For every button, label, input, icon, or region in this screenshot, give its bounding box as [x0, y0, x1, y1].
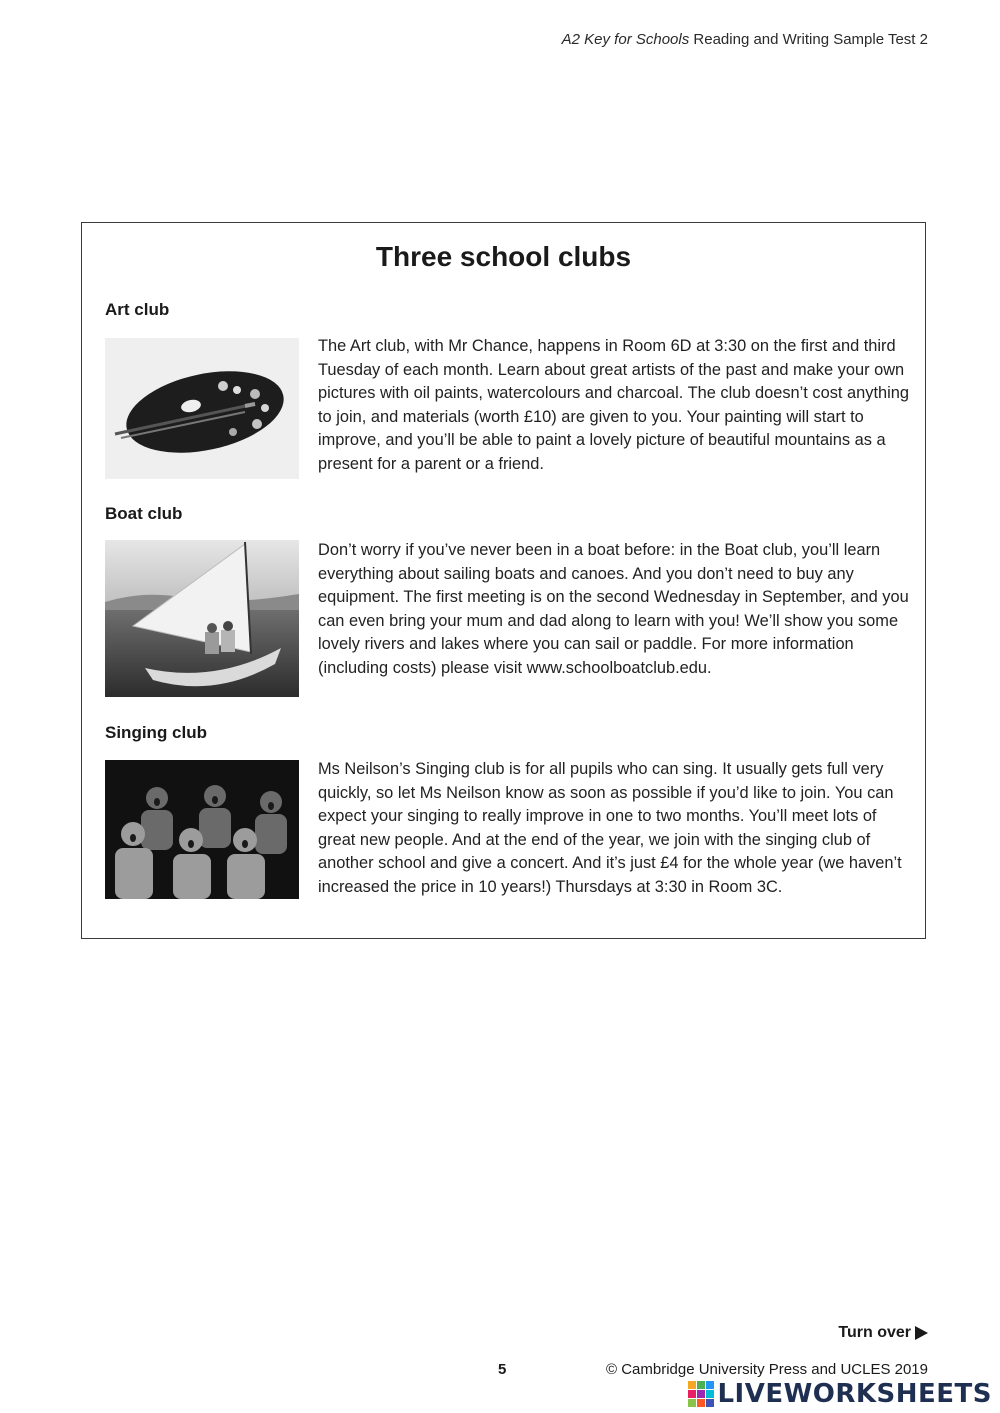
turn-over-link[interactable]	[838, 1324, 928, 1342]
singing-club-heading: Singing club	[105, 723, 207, 742]
singing-choir-photo	[105, 760, 299, 899]
page-number: 5	[498, 1361, 507, 1378]
test-name: Reading and Writing Sample Test 2	[693, 31, 928, 48]
liveworksheets-wordmark: LIVEWORKSHEETS	[717, 1379, 992, 1409]
play-arrow-icon	[915, 1326, 928, 1340]
turn-over-label: Turn over	[838, 1324, 911, 1341]
page-title: Three school clubs	[375, 241, 632, 272]
art-club-description: The Art club, with Mr Chance, happens in Room 6D at 3:30 on the first and third Tuesday of each month. Learn about great artists of the past and make your own pictures with oil paints, watercolours and charcoal. The club doesn’t cost anything to join, and materials (worth £10) are given to you. Your painting will start to improve, and you’ll be able to paint a lovely picture of beautiful mountains as a present for a parent or a friend.	[318, 337, 909, 473]
sailing-boat-photo	[105, 540, 299, 697]
liveworksheets-logo[interactable]	[688, 1379, 992, 1409]
clubs-box	[81, 222, 926, 939]
copyright-notice: © Cambridge University Press and UCLES 2019	[605, 1361, 928, 1378]
document-header	[562, 31, 928, 48]
liveworksheets-grid-icon	[688, 1381, 714, 1407]
boat-club-heading: Boat club	[105, 504, 183, 523]
paint-palette-photo	[105, 338, 299, 479]
series-name: A2 Key for Schools	[561, 31, 690, 48]
singing-club-description: Ms Neilson’s Singing club is for all pupils who can sing. It usually gets full very quickly, so let Ms Neilson know as soon as possible if you’d like to join. You can expect your singing to really improve in one to two months. You’ll meet lots of great new people. And at the end of the year, we join with the singing club of another school and give a concert. And it’s just £4 for the whole year (we haven’t increased the price in 10 years!) Thursdays at 3:30 in Room 3C.	[318, 760, 902, 896]
boat-club-description: Don’t worry if you’ve never been in a boat before: in the Boat club, you’ll learn everything about sailing boats and canoes. And you don’t need to buy any equipment. The first meeting is on the second Wednesday in September, and you can even bring your mum and dad along to learn with you! We’ll show you some lovely rivers and lakes where you can sail or paddle. For more information (including costs) please visit www.schoolboatclub.edu.	[318, 541, 909, 677]
art-club-heading: Art club	[105, 300, 170, 319]
